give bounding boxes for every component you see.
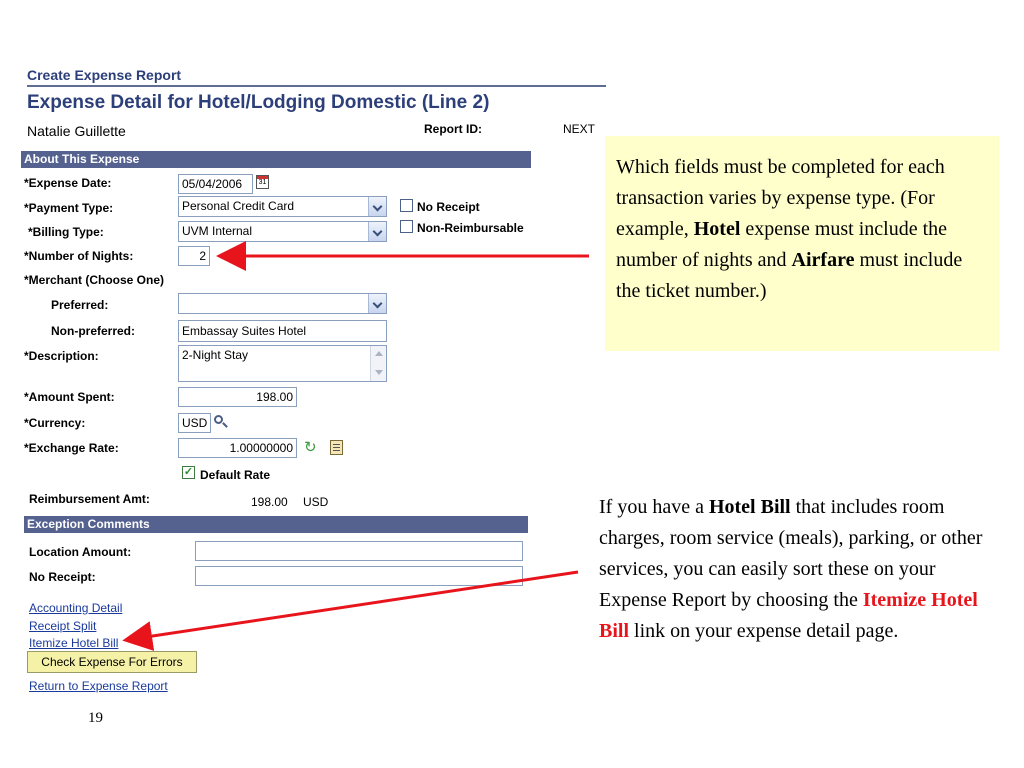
- calendar-icon[interactable]: 31: [256, 175, 269, 189]
- billing-type-label: *Billing Type:: [28, 225, 104, 239]
- default-rate-label: Default Rate: [200, 468, 271, 482]
- nights-input[interactable]: 2: [178, 246, 210, 266]
- callout-2-part-3: link on your expense detail page.: [629, 620, 899, 642]
- employee-name: Natalie Guillette: [27, 123, 126, 139]
- amount-input[interactable]: 198.00: [178, 387, 297, 407]
- about-section-header: About This Expense: [21, 151, 531, 168]
- exception-section-header: Exception Comments: [24, 516, 528, 533]
- no-receipt-comment-label: No Receipt:: [29, 570, 96, 584]
- reimbursement-value: 198.00: [251, 495, 288, 509]
- payment-type-label: *Payment Type:: [24, 201, 114, 215]
- non-reimbursable-label: Non-Reimbursable: [417, 221, 524, 235]
- breadcrumb: Create Expense Report: [27, 67, 182, 83]
- report-id-label: Report ID:: [424, 122, 482, 136]
- expense-date-input[interactable]: 05/04/2006: [178, 174, 253, 194]
- nights-label: *Number of Nights:: [24, 249, 134, 263]
- callout-2-bold-1: Hotel Bill: [708, 496, 791, 518]
- amount-label: *Amount Spent:: [24, 390, 115, 404]
- callout-2-red-1: Itemize Hotel Bill: [599, 589, 978, 642]
- billing-type-value: UVM Internal: [182, 224, 253, 238]
- page-number: 19: [88, 710, 103, 726]
- non-preferred-input[interactable]: Embassay Suites Hotel: [178, 320, 387, 342]
- check-errors-button[interactable]: Check Expense For Errors: [27, 651, 197, 673]
- reimbursement-label: Reimbursement Amt:: [29, 492, 150, 506]
- itemize-hotel-bill-link[interactable]: Itemize Hotel Bill: [29, 636, 119, 650]
- exchange-rate-label: *Exchange Rate:: [24, 441, 119, 455]
- currency-label: *Currency:: [24, 416, 86, 430]
- no-receipt-label: No Receipt: [417, 200, 480, 214]
- description-label: *Description:: [24, 349, 99, 363]
- location-amount-label: Location Amount:: [29, 545, 132, 559]
- receipt-split-link[interactable]: Receipt Split: [29, 619, 97, 633]
- callout-2-part-2: that includes room charges, room service (meals), parking, or other services, you can easily sort these on your Expense Report by choosing the: [599, 496, 983, 611]
- report-id-value: NEXT: [563, 122, 596, 136]
- return-to-report-link[interactable]: Return to Expense Report: [29, 679, 168, 693]
- expense-date-label: *Expense Date:: [24, 176, 112, 190]
- callout-1-part-3: must include the ticket number.): [616, 249, 963, 302]
- callout-1-part-1: Which fields must be completed for each transaction varies by expense type. (For example,: [616, 156, 945, 240]
- refresh-icon[interactable]: ↻: [304, 439, 317, 456]
- arrow-to-itemize: [146, 572, 578, 637]
- callout-1-part-2: expense must include the number of nights and: [616, 218, 948, 271]
- non-preferred-label: Non-preferred:: [51, 324, 136, 338]
- accounting-detail-link[interactable]: Accounting Detail: [29, 601, 123, 615]
- callout-1-bold-1: Hotel: [693, 218, 741, 240]
- default-rate-checkbox[interactable]: ✓: [183, 466, 194, 478]
- preferred-label: Preferred:: [51, 298, 109, 312]
- exchange-rate-input[interactable]: 1.00000000: [178, 438, 297, 458]
- description-value: 2-Night Stay: [182, 348, 249, 362]
- payment-type-value: Personal Credit Card: [182, 199, 295, 213]
- currency-input[interactable]: USD: [178, 413, 211, 433]
- reimbursement-currency: USD: [303, 495, 329, 509]
- callout-1-bold-2: Airfare: [791, 249, 855, 271]
- callout-2-part-1: If you have a: [599, 496, 709, 518]
- merchant-label: *Merchant (Choose One): [24, 273, 165, 287]
- page-title: Expense Detail for Hotel/Lodging Domestic (Line 2): [27, 92, 490, 113]
